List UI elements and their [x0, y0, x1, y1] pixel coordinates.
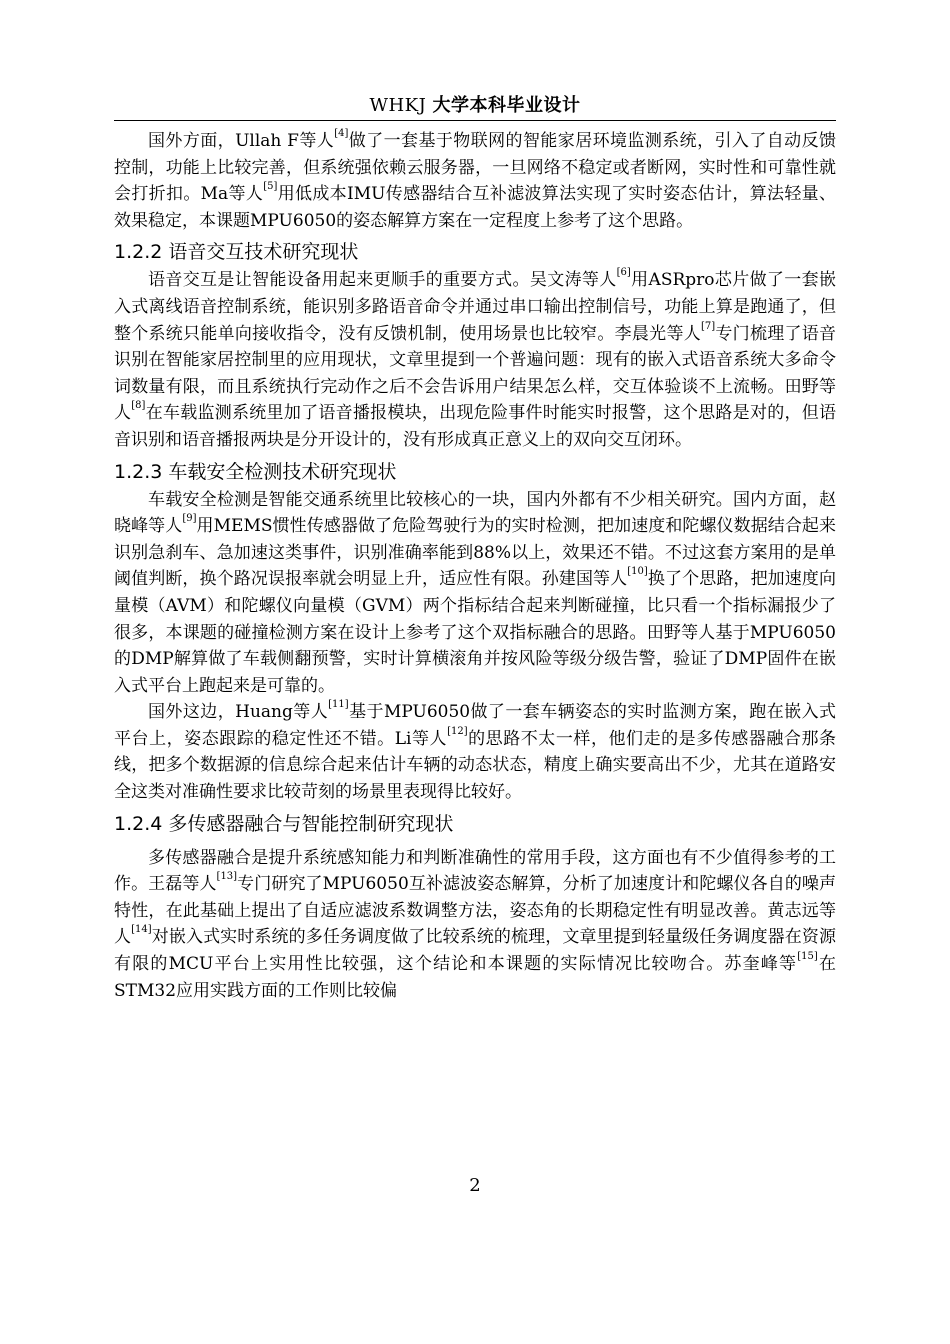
text-run: 国外方面，Ullah F等人 [148, 131, 335, 151]
citation-ref: [9] [182, 513, 197, 525]
text-run: 做了一套基于物联网的智能家居环境监测系统，引入了自动反馈控制，功能上比较完善，但系统强依赖云服务器，一旦网络不稳定或者断网，实时性和可靠性就会打折扣。Ma等人 [114, 131, 837, 205]
citation-ref: [8] [131, 400, 146, 412]
citation-ref: [14] [131, 924, 152, 936]
citation-ref: [13] [216, 871, 238, 883]
text-run: 基于MPU6050做了一套车辆姿态的实时监测方案，跑在嵌入式平台上，姿态跟踪的稳定性还不错。Li等人 [114, 702, 836, 749]
text-run: 用低成本IMU传感器结合互补滤波算法实现了实时姿态估计，算法轻量、效果稳定，本课题MPU6050的姿态解算方案在一定程度上参考了这个思路。 [114, 184, 837, 231]
section-heading: 1.2.2 语音交互技术研究现状 [114, 241, 359, 264]
body-paragraph [114, 267, 836, 453]
text-run: 用MEMS惯性传感器做了危险驾驶行为的实时检测，把加速度和陀螺仪数据结合起来识别急刹车、急加速这类事件，识别准确率能到88%以上，效果还不错。不过这套方案用的是单阈值判断，换个路况误报率就会明显上升，适应性有限。孙建国等人 [114, 516, 837, 590]
header-latin: WHKJ [369, 95, 433, 116]
body-paragraph [114, 128, 836, 234]
text-run: 专门梳理了语音识别在智能家居控制里的应用现状，文章里提到一个普遍问题：现有的嵌入式语音系统大多命令词数量有限，而且系统执行完动作之后不会告诉用户结果怎么样，交互体验谈不上流畅。田野等人 [114, 323, 837, 424]
citation-ref: [10] [627, 566, 648, 578]
text-run: 在车载监测系统里加了语音播报模块，出现危险事件时能实时报警，这个思路是对的，但语音识别和语音播报两块是分开设计的，没有形成真正意义上的双向交互闭环。 [114, 403, 836, 450]
citation-ref: [4] [334, 128, 349, 139]
text-run: 换了个思路，把加速度向量模（AVM）和陀螺仪向量模（GVM）两个指标结合起来判断碰撞，比只看一个指标漏报少了很多，本课题的碰撞检测方案在设计上参考了这个双指标融合的思路。田野等人基于MPU6050的DMP解算做了车载侧翻预警，实时计算横滚角并按风险等级分级告警，验证了DMP固件在嵌入式平台上跑起来是可靠的。 [114, 569, 837, 696]
section-heading: 1.2.4 多传感器融合与智能控制研究现状 [114, 812, 454, 835]
citation-ref: [12] [447, 725, 468, 737]
body-paragraph [114, 487, 836, 700]
body-paragraph [114, 699, 836, 805]
header-title: 大学本科毕业设计 [432, 95, 581, 116]
text-run: 用ASRpro芯片做了一套嵌入式离线语音控制系统，能识别多路语音命令并通过串口输出控制信号，功能上算是跑通了，但整个系统只能单向接收指令，没有反馈机制，使用场景也比较窄。李晨光等人 [114, 270, 837, 344]
section-heading: 1.2.3 车载安全检测技术研究现状 [114, 460, 397, 483]
body-paragraph [114, 845, 836, 1005]
text-run: 专门研究了MPU6050互补滤波姿态解算，分析了加速度计和陀螺仪各自的噪声特性，在此基础上提出了自适应滤波系数调整方法，姿态角的长期稳定性有明显改善。黄志远等人 [114, 874, 837, 948]
citation-ref: [15] [797, 951, 818, 963]
text-run: 国外这边，Huang等人 [148, 702, 329, 723]
document-body [114, 128, 836, 1004]
text-run: 对嵌入式实时系统的多任务调度做了比较系统的梳理，文章里提到轻量级任务调度器在资源有限的MCU平台上实用性比较强，这个结论和本课题的实际情况比较吻合。苏奎峰等 [114, 927, 836, 975]
text-run: 的思路不太一样，他们走的是多传感器融合那条线，把多个数据源的信息综合起来估计车辆的动态状态，精度上确实要高出不少，尤其在道路安全这类对准确性要求比较苛刻的场景里表现得比较好。 [114, 728, 837, 803]
page-number: 2 [469, 1175, 481, 1196]
citation-ref: [7] [700, 320, 716, 332]
citation-ref: [5] [263, 181, 278, 193]
citation-ref: [6] [616, 267, 631, 279]
page-header [114, 94, 836, 121]
text-run: 在STM32应用实践方面的工作则比较偏 [114, 954, 836, 1001]
text-run: 车载安全检测是智能交通系统里比较核心的一块，国内外都有不少相关研究。国内方面，赵晓峰等人 [114, 489, 836, 537]
citation-ref: [11] [328, 699, 349, 711]
text-run: 语音交互是让智能设备用起来更顺手的重要方式。吴文涛等人 [148, 270, 617, 291]
text-run: 多传感器融合是提升系统感知能力和判断准确性的常用手段，这方面也有不少值得参考的工作。王磊等人 [114, 847, 836, 895]
